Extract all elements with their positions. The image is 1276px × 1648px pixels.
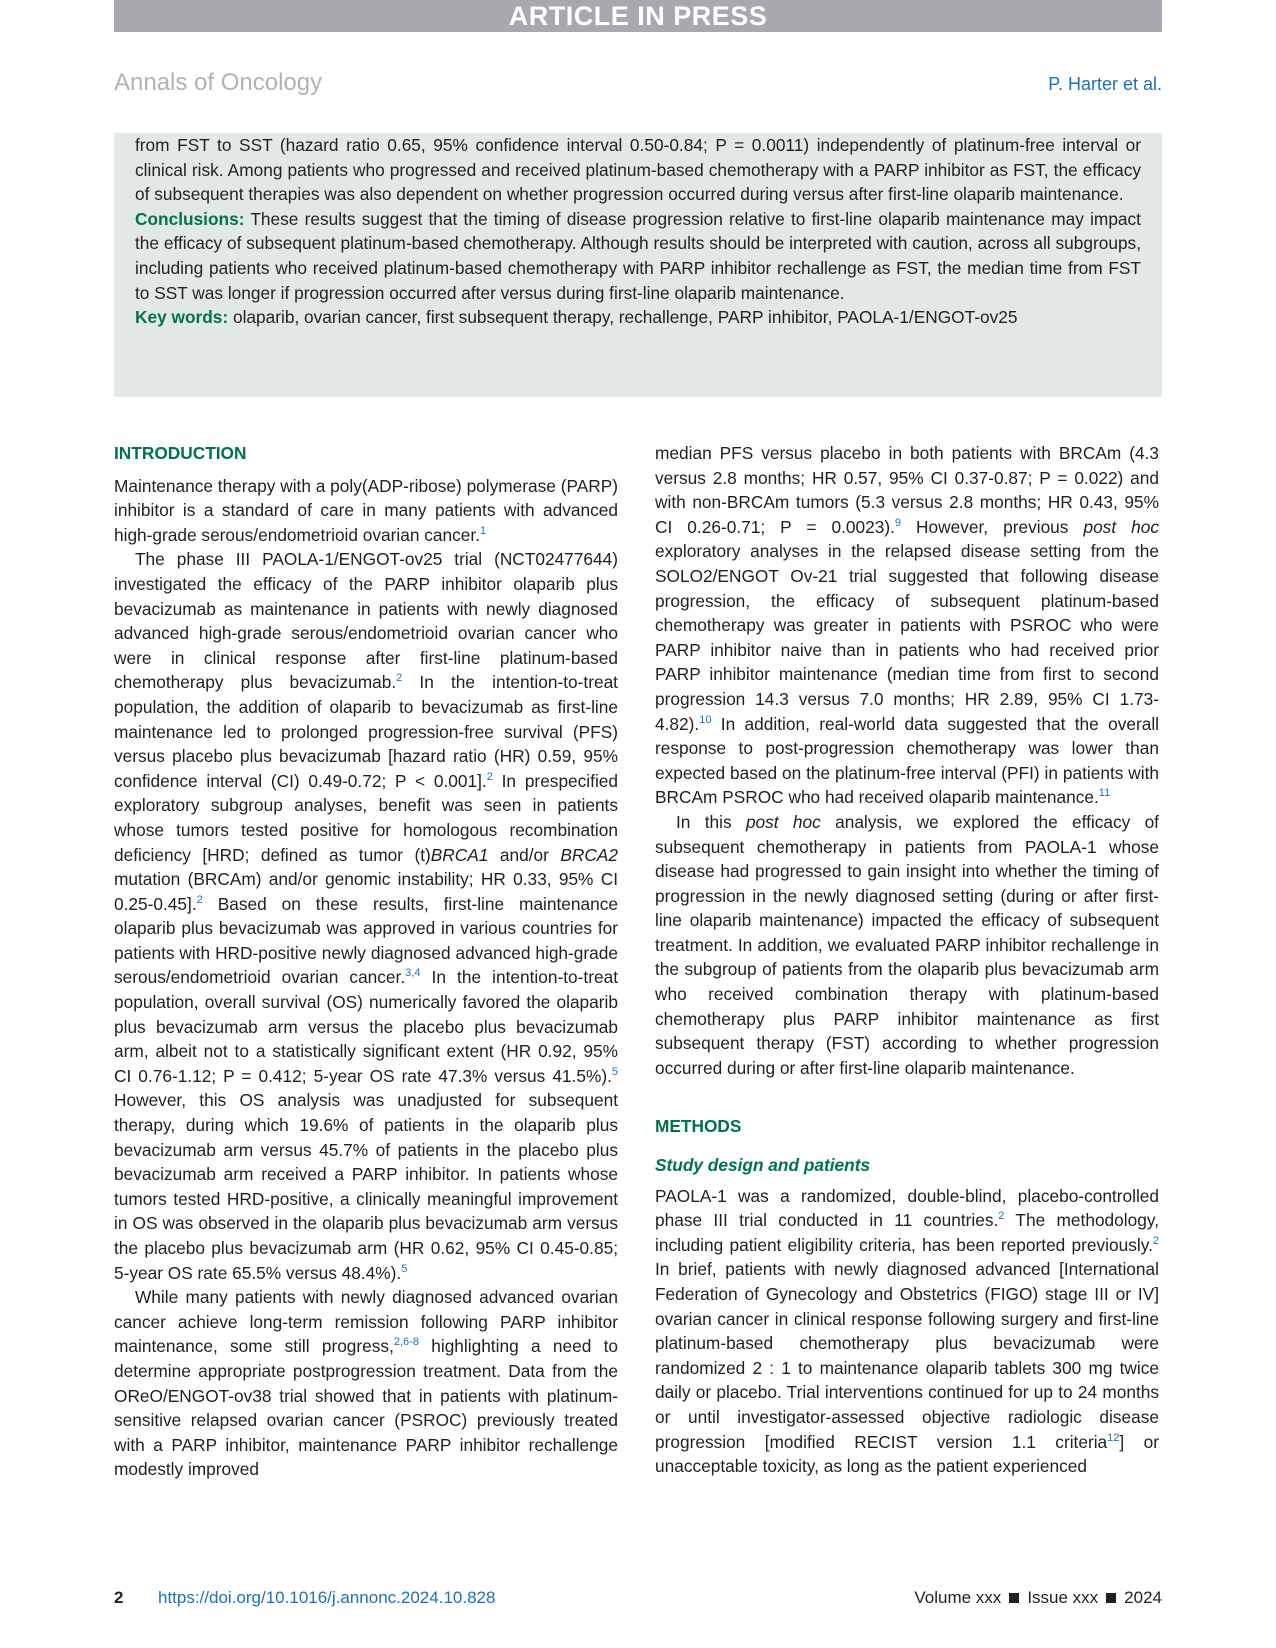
citation-link[interactable]: 3,4 <box>405 967 421 980</box>
citation-link[interactable]: 9 <box>894 517 902 530</box>
page-footer <box>114 1588 1162 1612</box>
citation-link[interactable]: 2 <box>196 893 203 906</box>
citation-link[interactable]: 2 <box>396 672 403 685</box>
intro-paragraph-3: While many patients with newly diagnosed advanced ovarian cancer achieve long-term remission following PARP inhibitor maintenance, some still progress,$^{2,6-8}$ highlighting a need to determine appropriate postprogression treatment. Data from the OReO/ENGOT-ov38 trial showed that in patients with platinum-sensitive relapsed ovarian cancer (PSROC) previously treated with a PARP inhibitor, maintenance PARP inhibitor rechallenge modestly improved <box>114 1287 618 1480</box>
methods-heading: METHODS <box>655 1116 742 1137</box>
citation-link[interactable]: 2 <box>998 1210 1005 1223</box>
abstract-conclusions <box>135 207 1141 305</box>
article-in-press-banner: ARTICLE IN PRESS <box>114 0 1162 32</box>
citation-link[interactable]: 2,6-8 <box>393 1336 419 1349</box>
citation-link[interactable]: 12 <box>1107 1431 1120 1444</box>
intro-paragraph-5: In this post hoc analysis, we explored the efficacy of subsequent chemotherapy in patients from PAOLA-1 whose disease had progressed to gain insight into whether the timing of progression in the newly diagnosed setting (during or after first-line olaparib maintenance) impacted the efficacy of subsequent treatment. In addition, we evaluated PARP inhibitor rechallenge in the subgroup of patients from the olaparib plus bevacizumab arm who received combination therapy with platinum-based chemotherapy plus PARP inhibitor maintenance as first subsequent therapy (FST) according to whether progression occurred during or after first-line olaparib maintenance. <box>655 811 1159 1078</box>
intro-paragraph-2: The phase III PAOLA-1/ENGOT-ov25 trial (NCT02477644) investigated the efficacy of the PARP inhibitor olaparib plus bevacizumab as maintenance in patients with newly diagnosed advanced high-grade serous/endometrioid ovarian cancer who were in clinical response after first-line platinum-based chemotherapy plus bevacizumab.$^2$ In the intention-to-treat population, the addition of olaparib to bevacizumab as first-line maintenance led to prolonged progression-free survival (PFS) versus placebo plus bevacizumab [hazard ratio (HR) 0.59, 95% confidence interval (CI) 0.49-0.72; P < 0.001].$^2$ In prespecified exploratory subgroup analyses, benefit was seen in patients whose tumors tested positive for homologous recombination deficiency [HRD; defined as tumor (t)BRCA1 and/or BRCA2 mutation (BRCAm) and/or genomic instability; HR 0.33, 95% CI 0.25-0.45].$^2$ Based on these results, first-line maintenance olaparib plus bevacizumab was approved in various countries for patients with HRD-positive newly diagnosed advanced high-grade serous/endometrioid ovarian cancer.$^{3,4}$ In the intention-to-treat population, overall survival (OS) numerically favored the olaparib plus bevacizumab arm versus the placebo plus bevacizumab arm, albeit not to a statistically significant extent (HR 0.92, 95% CI 0.76-1.12; P = 0.412; 5-year OS rate 47.3% versus 41.5%).$^5$ However, this OS analysis was unadjusted for subsequent therapy, during which 19.6% of patients in the olaparib plus bevacizumab arm versus 45.7% of patients in the placebo plus bevacizumab arm received a PARP inhibitor. In patients whose tumors tested HRD-positive, a clinically meaningful improvement in OS was observed in the olaparib plus bevacizumab arm versus the placebo plus bevacizumab arm (HR 0.62, 95% CI 0.45-0.85; 5-year OS rate 65.5% versus 48.4%).$^5$ <box>114 549 619 1283</box>
citation-link[interactable]: 5 <box>401 1262 408 1275</box>
citation-link[interactable]: 11 <box>1098 787 1111 800</box>
intro-paragraph-1: Maintenance therapy with a poly(ADP-ribose) polymerase (PARP) inhibitor is a standard of care in many patients with advanced high-grade serous/endometrioid ovarian cancer.$^1$ <box>114 475 618 545</box>
abstract-keywords <box>135 305 1141 330</box>
citation-link[interactable]: 5 <box>611 1066 618 1079</box>
running-authors: P. Harter et al. <box>1048 74 1162 94</box>
methods-paragraph-1: PAOLA-1 was a randomized, double-blind, placebo-controlled phase III trial conducted in 11 countries.$^2$ The methodology, including patient eligibility criteria, has been reported previously.$^2$ In brief, patients with newly diagnosed advanced [International Federation of Gynecology and Obstetrics (FIGO) stage III or IV] ovarian cancer in clinical response following surgery and first-line platinum-based chemotherapy plus bevacizumab were randomized 2 : 1 to maintenance olaparib tablets 300 mg twice daily or placebo. Trial interventions continued for up to 24 months or until investigator-assessed objective radiologic disease progression [modified RECIST version 1.1 criteria$^{12}$] or unacceptable toxicity, as long as the patient experienced <box>655 1185 1159 1477</box>
page-number: 2 <box>114 1588 124 1607</box>
journal-name: Annals of Oncology <box>114 69 323 96</box>
conclusions-text: These results suggest that the timing of disease progression relative to first-line olaparib maintenance may impact the efficacy of subsequent platinum-based chemotherapy. Although results should be interpreted with caution, across all subgroups, including patients who received platinum-based chemotherapy with PARP inhibitor rechallenge as FST, the median time from FST to SST was longer if progression occurred after versus during first-line olaparib maintenance. <box>135 208 1141 303</box>
separator-square-icon <box>1009 1593 1019 1603</box>
doi-link[interactable]: https://doi.org/10.1016/j.annonc.2024.10.828 <box>158 1588 496 1607</box>
intro-paragraph-4: median PFS versus placebo in both patients with BRCAm (4.3 versus 2.8 months; HR 0.57, 95% CI 0.37-0.87; P = 0.022) and with non-BRCAm tumors (5.3 versus 2.8 months; HR 0.43, 95% CI 0.26-0.71; P = 0.0023).$^9$ However, previous post hoc exploratory analyses in the relapsed disease setting from the SOLO2/ENGOT Ov-21 trial suggested that following disease progression, the efficacy of subsequent platinum-based chemotherapy was greater in patients with PSROC who were PARP inhibitor naive than in patients who had received prior PARP inhibitor maintenance (median time from first to second progression 14.3 versus 7.0 months; HR 2.89, 95% CI 1.73-4.82).$^{10}$ In addition, real-world data suggested that the overall response to post-progression chemotherapy was lower than expected based on the platinum-free interval (PFI) in patients with BRCAm PSROC who had received olaparib maintenance.$^{11}$ <box>655 443 1159 808</box>
left-column <box>114 441 618 1482</box>
keywords-label: Key words: <box>135 307 229 328</box>
citation-link[interactable]: 2 <box>486 770 493 783</box>
separator-square-icon <box>1106 1593 1116 1603</box>
introduction-heading: INTRODUCTION <box>114 443 247 463</box>
citation-link[interactable]: 1 <box>480 525 487 538</box>
abstract-results-tail: from FST to SST (hazard ratio 0.65, 95% confidence interval 0.50-0.84; P = 0.0011) independently of platinum-free interval or clinical risk. Among patients who progressed and received platinum-based chemotherapy with a PARP inhibitor as FST, the efficacy of subsequent therapies was also dependent on whether progression occurred during versus after first-line olaparib maintenance. <box>135 135 1141 205</box>
volume-issue-year: Volume xxx Issue xxx 2024 <box>914 1588 1162 1607</box>
conclusions-label: Conclusions: <box>135 208 245 229</box>
keywords-text: olaparib, ovarian cancer, first subsequent therapy, rechallenge, PARP inhibitor, PAOLA-1/ENGOT-ov25 <box>228 307 1018 328</box>
study-design-subheading: Study design and patients <box>655 1155 871 1176</box>
citation-link[interactable]: 2 <box>1152 1235 1159 1248</box>
right-column <box>655 441 1159 1479</box>
abstract-box <box>114 133 1162 397</box>
citation-link[interactable]: 10 <box>699 713 712 726</box>
